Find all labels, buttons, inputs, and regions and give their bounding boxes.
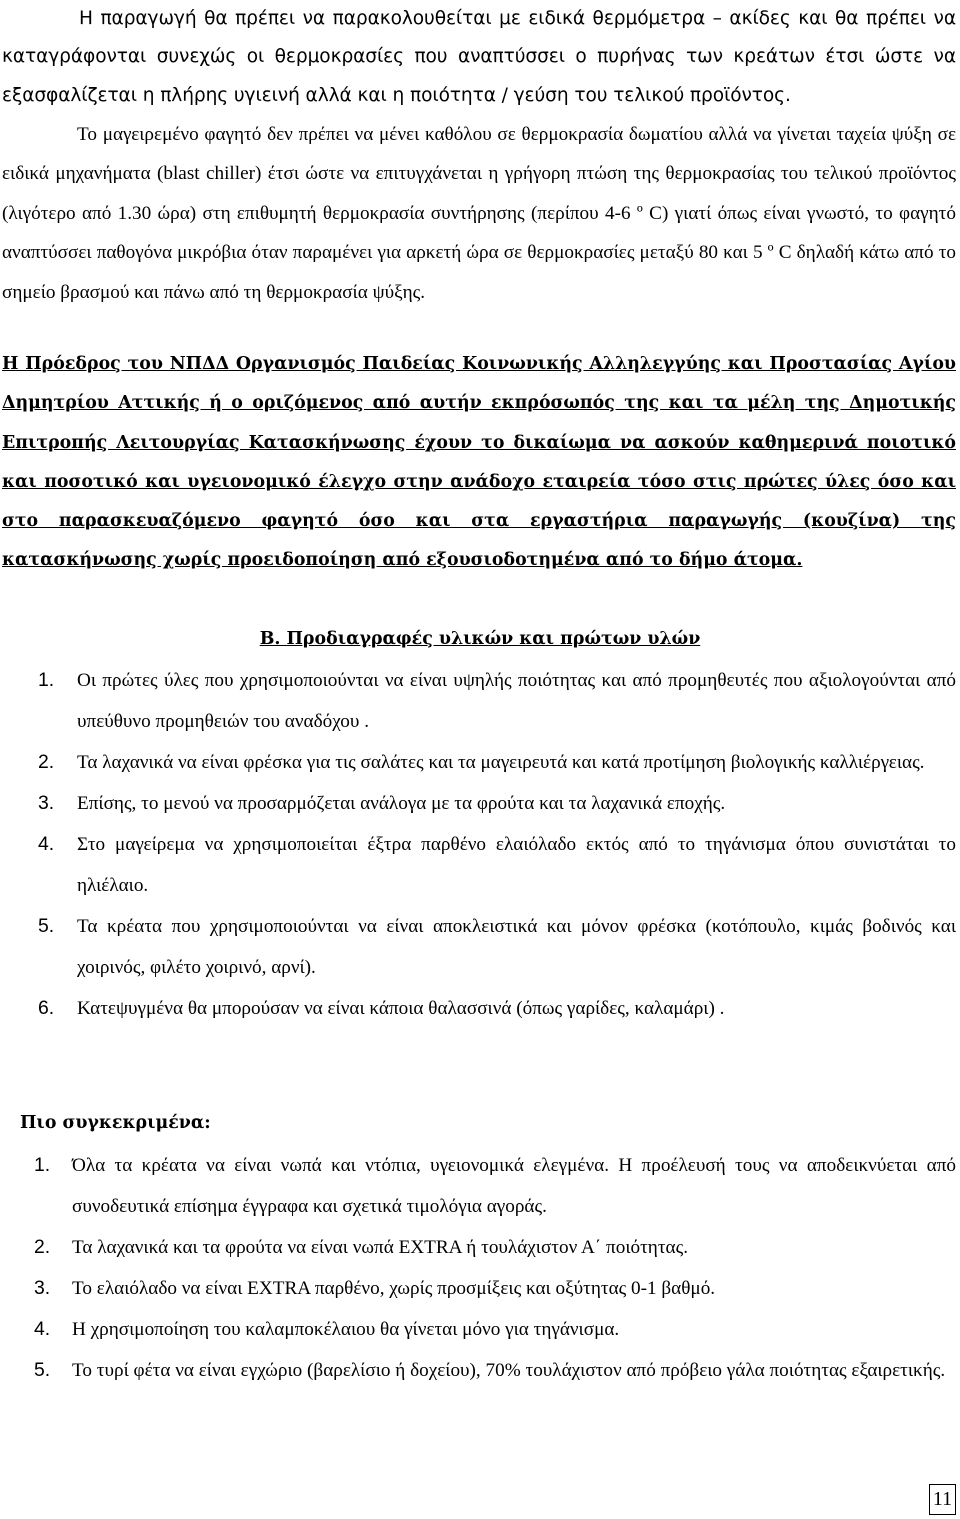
list-item-text: Κατεψυγμένα θα μπορούσαν να είναι κάποια θαλασσινά (όπως γαρίδες, καλαμάρι) . xyxy=(77,998,725,1019)
section-c-list xyxy=(0,1145,956,1391)
paragraph-inspection-rights: Η Πρόεδρος του ΝΠΔΔ Οργανισμός Παιδείας Κοινωνικής Αλληλεγγύης και Προστασίας Αγίου Δημητρίου Αττικής ή ο οριζόμενος από αυτήν εκπρόσωπός της και τα μέλη της Δημοτικής Επιτροπής Λειτουργίας Κατασκήνωσης έχουν το δικαίωμα να ασκούν καθημερινά ποιοτικό και ποσοτικό και υγειονομικό έλεγχο στην ανάδοχο εταιρεία τόσο στις πρώτες ύλες όσο και στο παρασκευαζόμενο φαγητό όσο και στα εργαστήρια παραγωγής (κουζίνα) της κατασκήνωσης χωρίς προειδοποίηση από εξουσιοδοτημένα από το δήμο άτομα. xyxy=(2,354,956,571)
list-item-number: 1. xyxy=(38,669,55,691)
paragraph-production-monitoring: Η παραγωγή θα πρέπει να παρακολουθείται με ειδικά θερμόμετρα – ακίδες και θα πρέπει να καταγράφονται συνεχώς οι θερμοκρασίες που αναπτύσσει ο πυρήνας των κρεάτων έτσι ώστε να εξασφαλίζεται η πλήρης υγιεινή αλλά και η ποιότητα / γεύση του τελικού προϊόντος. xyxy=(2,8,956,106)
list-item-number: 6. xyxy=(38,997,55,1019)
list-item-number: 3. xyxy=(34,1277,51,1299)
list-item-number: 5. xyxy=(38,915,55,937)
list-item-text: Τα λαχανικά να είναι φρέσκα για τις σαλάτες και τα μαγειρευτά και κατά προτίμηση βιολογικής καλλιέργειας. xyxy=(77,752,925,773)
list-item xyxy=(0,824,956,906)
list-item xyxy=(0,906,956,988)
list-item-number: 2. xyxy=(38,751,55,773)
page-number: 11 xyxy=(929,1484,956,1515)
list-item-text: Τα λαχανικά και τα φρούτα να είναι νωπά EXTRA ή τουλάχιστον Α΄ ποιότητας. xyxy=(72,1237,688,1258)
list-item xyxy=(0,660,956,742)
list-item xyxy=(0,1309,956,1350)
list-item-text: Το ελαιόλαδο να είναι EXTRA παρθένο, χωρίς προσμίξεις και οξύτητας 0-1 βαθμό. xyxy=(72,1278,716,1299)
list-item-number: 1. xyxy=(34,1154,51,1176)
section-b-heading: Β. Προδιαγραφές υλικών και πρώτων υλών xyxy=(259,629,701,649)
list-item-number: 4. xyxy=(38,833,55,855)
paragraph-cooked-food-cooling: Το μαγειρεμένο φαγητό δεν πρέπει να μένει καθόλου σε θερμοκρασία δωματίου αλλά να γίνεται ταχεία ψύξη σε ειδικά μηχανήματα (blast chiller) έτσι ώστε να επιτυγχάνεται η γρήγορη πτώση της θερμοκρασίας του τελικού προϊόντος (λιγότερο από 1.30 ώρα) στη επιθυμητή θερμοκρασία συντήρησης (περίπου 4-6 º C) γιατί όπως είναι γνωστό, το φαγητό αναπτύσσει παθογόνα μικρόβια όταν παραμένει για αρκετή ώρα σε θερμοκρασίες μεταξύ 80 και 5 º C δηλαδή κάτω από το σημείο βρασμού και πάνω από τη θερμοκρασία ψύξης. xyxy=(2,124,956,303)
list-item-text: Οι πρώτες ύλες που χρησιμοποιούνται να είναι υψηλής ποιότητας και από προμηθευτές που αξιολογούνται από υπεύθυνο προμηθειών του αναδόχου . xyxy=(77,670,956,732)
list-item-number: 4. xyxy=(34,1318,51,1340)
section-c-heading: Πιο συγκεκριμένα: xyxy=(20,1113,211,1133)
list-item-number: 2. xyxy=(34,1236,51,1258)
list-item xyxy=(0,1350,956,1391)
list-item xyxy=(0,1268,956,1309)
list-item xyxy=(0,1145,956,1227)
list-item-text: Στο μαγείρεμα να χρησιμοποιείται έξτρα παρθένο ελαιόλαδο εκτός από το τηγάνισμα όπου συνιστάται το ηλιέλαιο. xyxy=(77,834,956,896)
list-item-number: 5. xyxy=(34,1359,51,1381)
list-item xyxy=(0,783,956,824)
list-item-text: Η χρησιμοποίηση του καλαμποκέλαιου θα γίνεται μόνο για τηγάνισμα. xyxy=(72,1319,620,1340)
list-item-text: Επίσης, το μενού να προσαρμόζεται ανάλογα με τα φρούτα και τα λαχανικά εποχής. xyxy=(77,793,726,814)
section-b-list xyxy=(0,660,956,1029)
list-item-text: Όλα τα κρέατα να είναι νωπά και ντόπια, υγειονομικά ελεγμένα. Η προέλευσή τους να αποδεικνύεται από συνοδευτικά επίσημα έγγραφα και σχετικά τιμολόγια αγοράς. xyxy=(72,1155,956,1217)
list-item xyxy=(0,1227,956,1268)
list-item-text: Τα κρέατα που χρησιμοποιούνται να είναι αποκλειστικά και μόνον φρέσκα (κοτόπουλο, κιμάς βοδινός και χοιρινός, φιλέτο χοιρινό, αρνί). xyxy=(77,916,956,978)
list-item-text: Το τυρί φέτα να είναι εγχώριο (βαρελίσιο ή δοχείου), 70% τουλάχιστον από πρόβειο γάλα ποιότητας εξαιρετικής. xyxy=(72,1360,946,1381)
list-item xyxy=(0,988,956,1029)
list-item xyxy=(0,742,956,783)
list-item-number: 3. xyxy=(38,792,55,814)
